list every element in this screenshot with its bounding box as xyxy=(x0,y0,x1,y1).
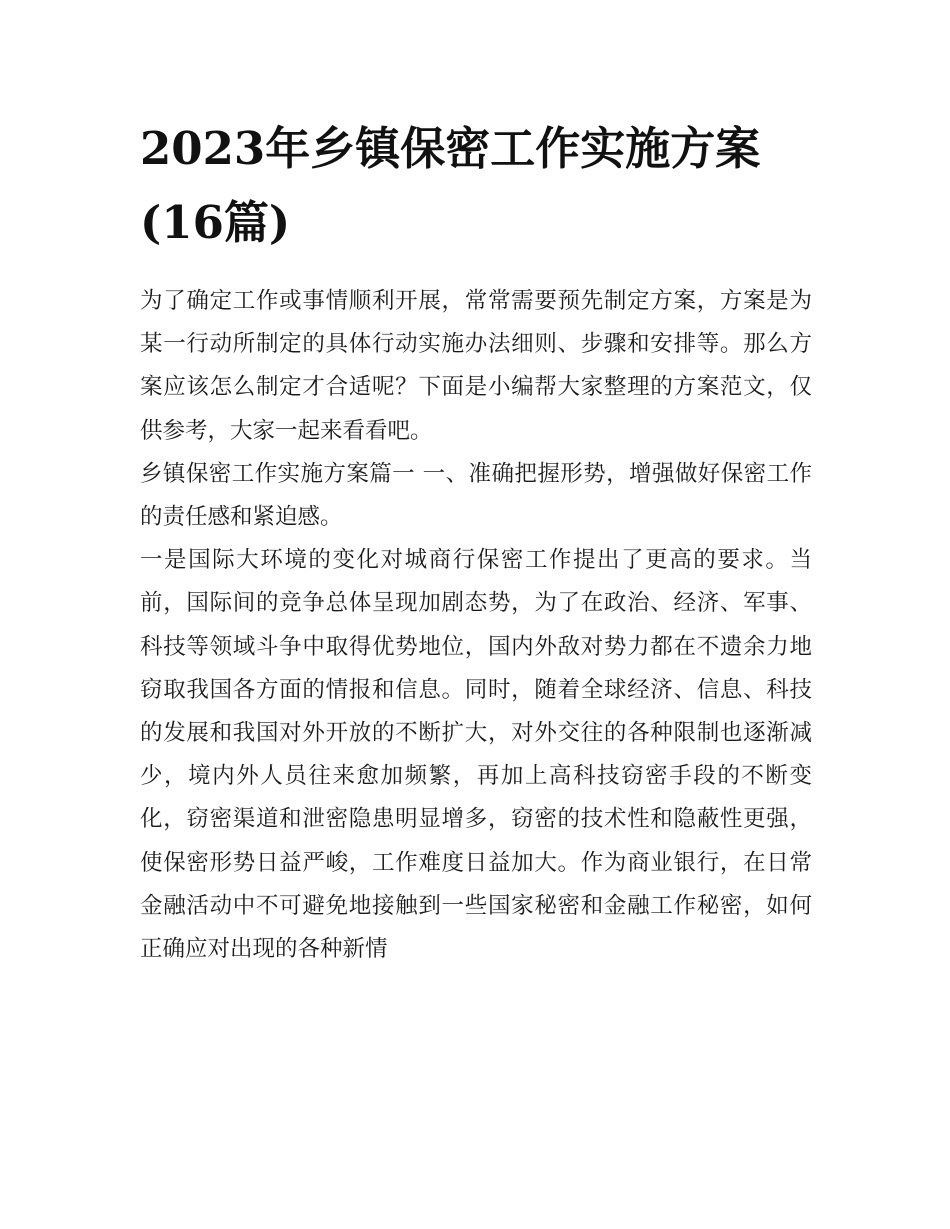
paragraph-intro: 为了确定工作或事情顺利开展，常常需要预先制定方案，方案是为某一行动所制定的具体行动实施办法细则、步骤和安排等。那么方案应该怎么制定才合适呢？下面是小编帮大家整理的方案范文，仅供参考，大家一起来看看吧。 xyxy=(140,288,812,444)
paragraph-body: 一是国际大环境的变化对城商行保密工作提出了更高的要求。当前，国际间的竞争总体呈现加剧态势，为了在政治、经济、军事、科技等领域斗争中取得优势地位，国内外敌对势力都在不遗余力地窃取我国各方面的情报和信息。同时，随着全球经济、信息、科技的发展和我国对外开放的不断扩大，对外交往的各种限制也逐渐减少，境内外人员往来愈加频繁，再加上高科技窃密手段的不断变化，窃密渠道和泄密隐患明显增多，窃密的技术性和隐蔽性更强，使保密形势日益严峻，工作难度日益加大。作为商业银行，在日常金融活动中不可避免地接触到一些国家秘密和金融工作秘密，如何正确应对出现的各种新情 xyxy=(140,547,812,963)
paragraph-section-heading: 乡镇保密工作实施方案篇一 一、准确把握形势，增强做好保密工作的责任感和紧迫感。 xyxy=(140,460,812,531)
document-body xyxy=(140,280,812,971)
document-title: 2023年乡镇保密工作实施方案(16篇) xyxy=(140,122,761,249)
